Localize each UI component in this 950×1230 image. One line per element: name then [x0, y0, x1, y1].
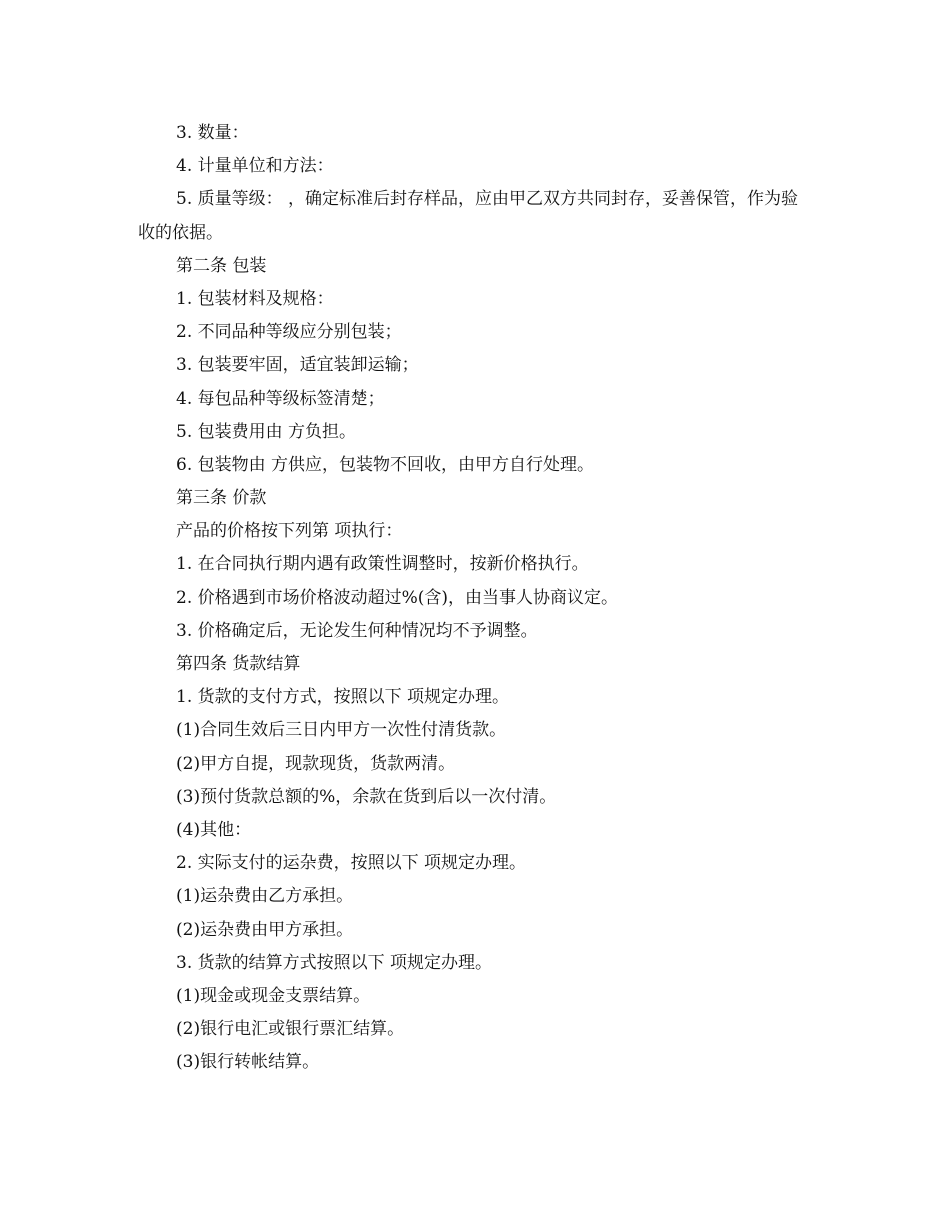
- text-line: 2. 实际支付的运杂费，按照以下 项规定办理。: [176, 853, 527, 874]
- text-line: 5. 包装费用由 方负担。: [176, 421, 357, 442]
- text-line: 3. 价格确定后，无论发生何种情况均不予调整。: [176, 620, 538, 641]
- text-line: (2)运杂费由甲方承担。: [176, 919, 354, 940]
- section-heading: 第三条 价款: [176, 488, 267, 509]
- text-line: (1)运杂费由乙方承担。: [176, 886, 354, 907]
- text-line: 3. 货款的结算方式按照以下 项规定办理。: [176, 952, 493, 973]
- text-line: (1)合同生效后三日内甲方一次性付清货款。: [176, 720, 507, 741]
- text-line: 2. 不同品种等级应分别包装；: [176, 322, 402, 343]
- text-line: (4)其他：: [176, 819, 252, 840]
- text-line: (3)预付货款总额的%，余款在货到后以一次付清。: [176, 786, 557, 807]
- text-line: 产品的价格按下列第 项执行：: [176, 521, 403, 542]
- text-line: (2)甲方自提，现款现货，货款两清。: [176, 753, 456, 774]
- text-line: 1. 包装材料及规格：: [176, 288, 334, 309]
- text-line: 3. 包装要牢固，适宜装卸运输；: [176, 355, 419, 376]
- text-line: 4. 每包品种等级标签清楚；: [176, 388, 385, 409]
- section-heading: 第四条 货款结算: [176, 654, 301, 675]
- text-line: 6. 包装物由 方供应，包装物不回收，由甲方自行处理。: [176, 454, 595, 475]
- text-line: 2. 价格遇到市场价格波动超过%(含)，由当事人协商议定。: [176, 587, 619, 608]
- text-paragraph: 5. 质量等级： ，确定标准后封存样品，应由甲乙双方共同封存，妥善保管，作为验收的依据。: [138, 189, 799, 243]
- text-line: 4. 计量单位和方法：: [176, 156, 334, 177]
- text-line: 1. 在合同执行期内遇有政策性调整时，按新价格执行。: [176, 554, 589, 575]
- section-heading: 第二条 包装: [176, 255, 267, 276]
- text-line: 3. 数量：: [176, 123, 249, 143]
- text-line: (2)银行电汇或银行票汇结算。: [176, 1019, 405, 1040]
- document-body: [138, 117, 814, 1079]
- text-line: 1. 货款的支付方式，按照以下 项规定办理。: [176, 687, 510, 708]
- text-line: (1)现金或现金支票结算。: [176, 985, 371, 1006]
- text-line: (3)银行转帐结算。: [176, 1052, 320, 1073]
